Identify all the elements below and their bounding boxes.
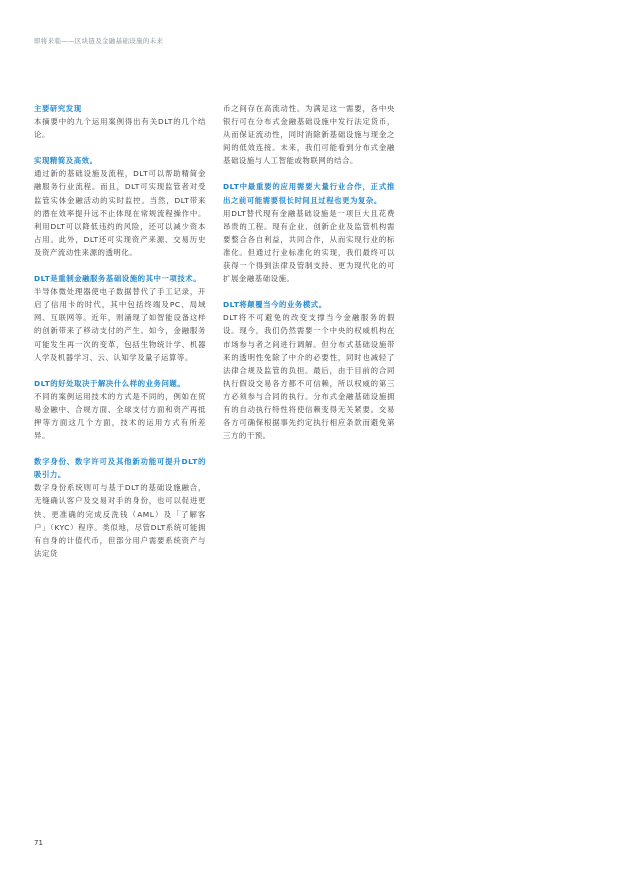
left-column <box>34 102 206 560</box>
paragraph-efficiency: 通过新的基础设施及流程，DLT可以帮助精简金融服务行业流程。而且，DLT可实现监管者对受监管实体金融活动的实时监控。当然，DLT带来的潜在效率提升远不止体现在常规流程操作中。利用DLT可以降低违约的风险，还可以减少资本占用。此外，DLT还可实现资产来源、交易历史及资产流动性来源的透明化。 <box>34 169 206 257</box>
right-column <box>223 102 395 442</box>
paragraph-digital-identity: 数字身份系统则可与基于DLT的基础设施融合，无缝确认客户及交易对手的身份，也可以促进更快、更准确的完成反洗钱（AML）及「了解客户」（KYC）程序。类似地，尽管DLT系统可能拥有自身的计值代币，但部分用户需要系统资产与法定货 <box>34 483 206 558</box>
paragraph-business-problem: 不同的案例运用技术的方式是不同的，例如在贸易金融中、合规方面、全球支付方面和资产再抵押等方面这几个方面，技术的运用方式有所差异。 <box>34 391 206 441</box>
section-heading-infrastructure: DLT是重制金融服务基础设施的其中一项技术。 <box>34 274 202 284</box>
section-heading-business-models: DLT将颠覆当今的业务模式。 <box>223 300 327 310</box>
section-heading-industry-cooperation: DLT中最重要的应用需要大量行业合作，正式推出之前可能需要很长时间且过程也更为复杂。 <box>223 182 395 205</box>
section-heading-business-problem: DLT的好处取决于解决什么样的业务问题。 <box>34 378 186 388</box>
paragraph-industry-cooperation: 用DLT替代现有金融基础设施是一项巨大且花费昂贵的工程。现有企业、创新企业及监管机构需要整合各自利益，共同合作，从而实现行业的标准化。但通过行业标准化的实现，我们最终可以获得一个得到法律及管制支持、更为现代化的可扩展金融基础设施。 <box>223 208 395 284</box>
section-heading-key-findings: 主要研究发现 <box>34 104 82 113</box>
paragraph-infrastructure: 半导体微处理器使电子数据替代了手工记录，开启了信用卡的时代，其中包括终端及PC、局域网、互联网等。近年，则涌现了如智能设备这样的创新带来了移动支付的产生。如今，金融服务可能发生再一次的变革，包括生物统计学、机器人学及机器学习、云、认知学及量子运算等。 <box>34 287 206 362</box>
section-heading-digital-identity: 数字身份、数字许可及其他新功能可提升DLT的吸引力。 <box>34 457 206 480</box>
section-heading-efficiency: 实现精简及高效。 <box>34 156 98 166</box>
running-header: 即将来临——区块链及金融基础设施的未来 <box>34 37 164 45</box>
paragraph-intro: 本摘要中的九个运用案例得出有关DLT的几个结论。 <box>34 117 206 140</box>
page-number: 71 <box>34 839 43 847</box>
paragraph-business-models: DLT将不可避免的改变支撑当今金融服务的假设。现今，我们仍然需要一个中央的权威机构在市场参与者之间进行调解。但分布式基础设施带来的透明性免除了中介的必要性，同时也减轻了法律合规及监管的负担。最后，由于目前的合同执行假设交易各方都不可信赖，所以权威的第三方必须参与合同的执行。分布式金融基础设施拥有的自动执行特性将使信赖变得无关紧要。交易各方可确保根据事先约定执行相应条款而避免第三方的干预。 <box>223 313 395 441</box>
paragraph-liquidity: 币之间存在高流动性。为满足这一需要，各中央银行可在分布式金融基础设施中发行法定货币，从而保证流动性，同时消除新基础设施与现金之间的低效连接。未来，我们可能看到分布式金融基础设施与人工智能或物联网的结合。 <box>223 104 395 166</box>
